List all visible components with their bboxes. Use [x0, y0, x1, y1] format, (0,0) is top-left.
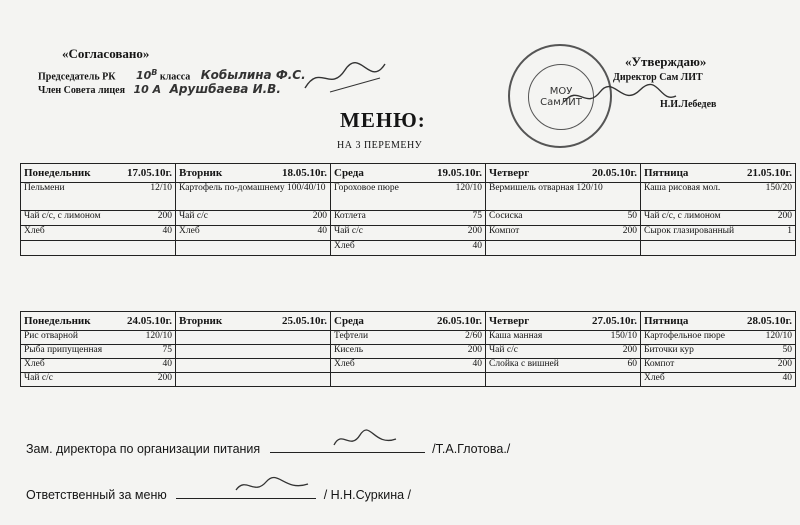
week1-row	[21, 226, 796, 241]
menu-cell: Вермишель отварная 120/10	[486, 183, 641, 211]
responsible-signature-icon	[232, 472, 312, 498]
responsible-label: Ответственный за меню	[26, 488, 167, 502]
menu-cell: Картофель по-домашнему 100/40/10	[176, 183, 331, 211]
menu-cell	[176, 359, 331, 373]
menu-cell: Пельмени 12/10	[21, 183, 176, 211]
menu-cell	[641, 241, 796, 256]
menu-cell: Чай с/с 200	[21, 373, 176, 387]
week2-row	[21, 345, 796, 359]
menu-cell: Чай с/с, с лимоном 200	[21, 211, 176, 226]
deputy-signature-line	[26, 440, 510, 456]
menu-cell: Хлеб 40	[641, 373, 796, 387]
menu-cell: Биточки кур 50	[641, 345, 796, 359]
agreed-signature-icon	[300, 58, 390, 98]
menu-cell: Чай с/с 200	[486, 345, 641, 359]
menu-table-week2	[20, 311, 796, 387]
menu-table-week1	[20, 163, 796, 256]
menu-cell: Чай с/с 200	[176, 211, 331, 226]
menu-cell	[21, 241, 176, 256]
week1-row	[21, 241, 796, 256]
approve-title: «Утверждаю»	[625, 54, 707, 69]
chair-name-handwritten: Кобылина Ф.С.	[200, 68, 306, 83]
menu-cell: Слойка с вишней 60	[486, 359, 641, 373]
deputy-name: /Т.А.Глотова./	[432, 442, 511, 456]
member-label: Член Совета лицея	[38, 85, 125, 96]
menu-cell: Сосиска 50	[486, 211, 641, 226]
week2-day-header: Среда 26.05.10г.	[331, 312, 486, 331]
menu-cell: Каша рисовая мол. 150/20	[641, 183, 796, 211]
approve-name: Н.И.Лебедев	[660, 99, 717, 110]
week1-header-row	[21, 164, 796, 183]
menu-cell: Хлеб 40	[21, 226, 176, 241]
week2-day-header: Пятница 28.05.10г.	[641, 312, 796, 331]
week1-day-header: Четверг 20.05.10г.	[486, 164, 641, 183]
menu-cell	[486, 241, 641, 256]
member-name-handwritten: Арушбаева И.В.	[169, 82, 281, 96]
menu-cell: Рис отварной 120/10	[21, 331, 176, 345]
menu-cell	[176, 373, 331, 387]
week2-row	[21, 359, 796, 373]
menu-cell	[176, 331, 331, 345]
week2-day-header: Вторник 25.05.10г.	[176, 312, 331, 331]
menu-cell: Хлеб 40	[331, 241, 486, 256]
week1-day-header: Понедельник 17.05.10г.	[21, 164, 176, 183]
member-class: 10 А	[133, 83, 162, 96]
deputy-signature-icon	[330, 425, 400, 453]
deputy-label: Зам. директора по организации питания	[26, 442, 261, 456]
menu-cell: Каша манная 150/10	[486, 331, 641, 345]
menu-cell: Гороховое пюре 120/10	[331, 183, 486, 211]
menu-cell: Картофельное пюре 120/10	[641, 331, 796, 345]
menu-cell: Рыба припущенная 75	[21, 345, 176, 359]
menu-cell: Сырок глазированный 1	[641, 226, 796, 241]
stamp-text-line1: МОУ	[549, 86, 573, 97]
menu-cell	[331, 373, 486, 387]
week1-day-header: Вторник 18.05.10г.	[176, 164, 331, 183]
week1-day-header: Пятница 21.05.10г.	[641, 164, 796, 183]
week2-day-header: Понедельник 24.05.10г.	[21, 312, 176, 331]
menu-cell	[486, 373, 641, 387]
chair-class-letter: В	[151, 68, 158, 77]
menu-cell	[176, 345, 331, 359]
menu-subtitle: НА 3 ПЕРЕМЕНУ	[337, 140, 423, 151]
member-line	[38, 82, 281, 96]
week2-row	[21, 373, 796, 387]
menu-cell: Котлета 75	[331, 211, 486, 226]
responsible-name: / Н.Н.Суркина /	[323, 488, 411, 502]
agreed-title: «Согласовано»	[62, 46, 150, 61]
chair-class-word: класса	[159, 71, 191, 83]
menu-cell: Компот 200	[641, 359, 796, 373]
menu-cell: Тефтели 2/60	[331, 331, 486, 345]
chair-class: 10	[135, 69, 152, 83]
week1-day-header: Среда 19.05.10г.	[331, 164, 486, 183]
chair-line	[38, 68, 306, 82]
week1-row	[21, 183, 796, 211]
week1-row	[21, 211, 796, 226]
menu-cell: Компот 200	[486, 226, 641, 241]
stamp-text-line2: СамЛИТ	[540, 97, 582, 108]
week2-row	[21, 331, 796, 345]
menu-cell: Чай с/с 200	[331, 226, 486, 241]
chair-label: Председатель РК	[38, 71, 116, 83]
responsible-signature-line	[26, 486, 411, 502]
menu-cell: Чай с/с, с лимоном 200	[641, 211, 796, 226]
menu-cell: Хлеб 40	[176, 226, 331, 241]
menu-cell	[176, 241, 331, 256]
menu-cell: Кисель 200	[331, 345, 486, 359]
week2-day-header: Четверг 27.05.10г.	[486, 312, 641, 331]
week2-header-row	[21, 312, 796, 331]
menu-cell: Хлеб 40	[331, 359, 486, 373]
menu-cell: Хлеб 40	[21, 359, 176, 373]
approve-position: Директор Сам ЛИТ	[613, 72, 703, 83]
menu-title: МЕНЮ:	[340, 108, 426, 132]
